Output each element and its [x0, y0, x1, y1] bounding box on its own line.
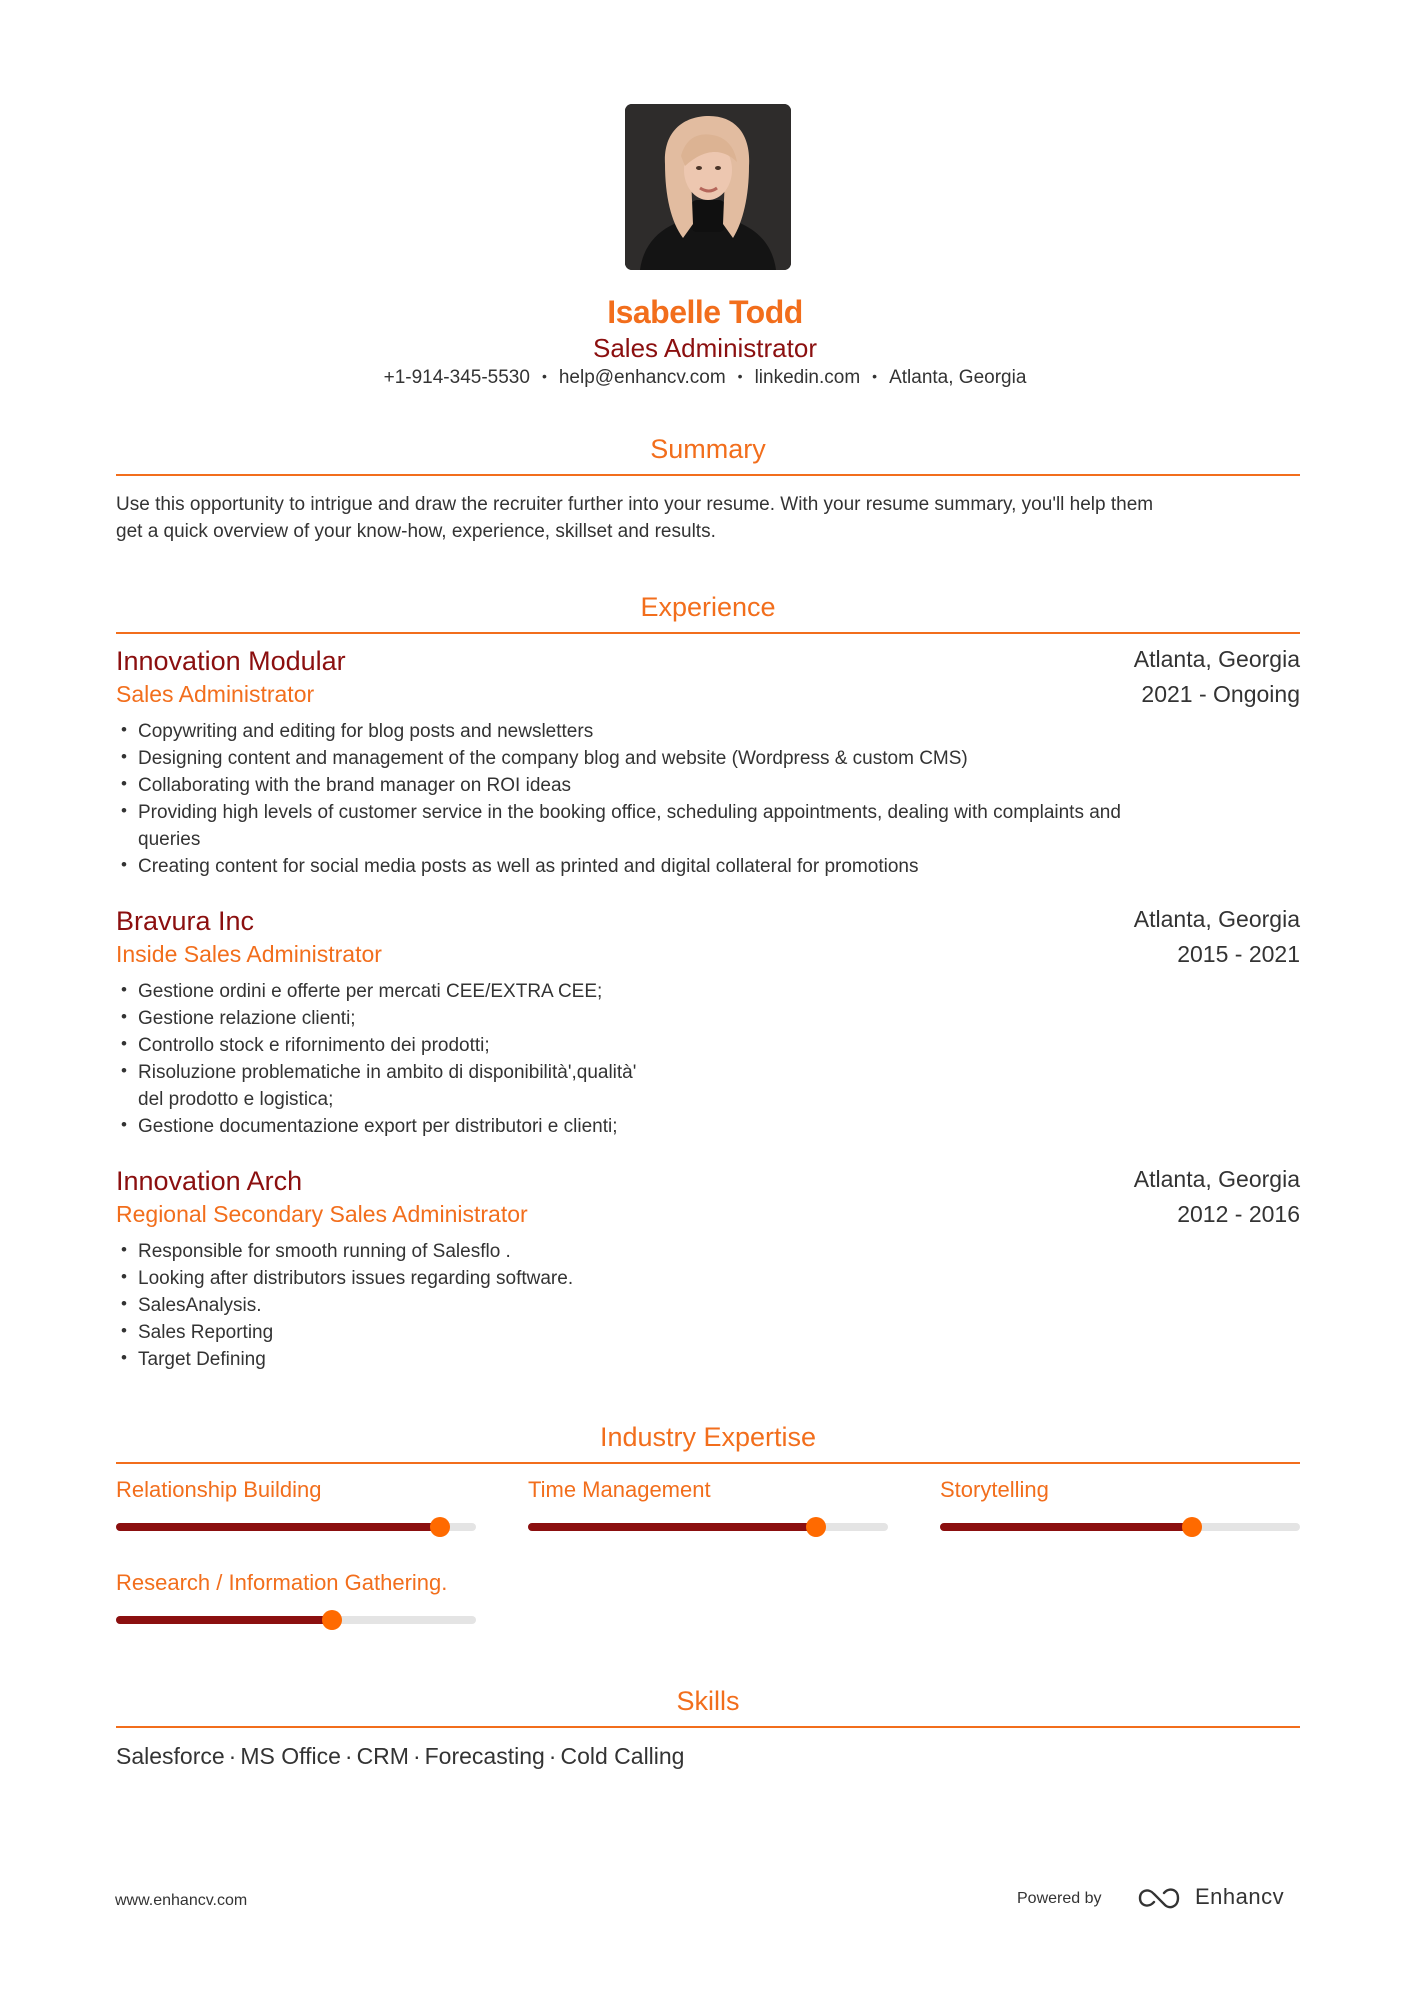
expertise-item — [116, 1477, 476, 1503]
candidate-title: Sales Administrator — [593, 333, 817, 363]
job-bullet: • Sales Reporting — [138, 1319, 1288, 1346]
job-location: Atlanta, Georgia — [1133, 906, 1300, 932]
job-dates: 2012 - 2016 — [1177, 1201, 1300, 1227]
job-bullet-continuation: del prodotto e logistica; — [138, 1089, 334, 1110]
expertise-label: Time Management — [528, 1477, 711, 1502]
job-bullet: • Controllo stock e rifornimento dei prodotti; — [138, 1032, 1288, 1059]
skill-item: Forecasting — [424, 1743, 545, 1769]
expertise-track — [940, 1523, 1300, 1531]
job-company: Innovation Arch — [116, 1166, 303, 1196]
expertise-item — [116, 1570, 476, 1596]
section-heading-skills: Skills — [676, 1686, 740, 1716]
skill-item: MS Office — [240, 1743, 341, 1769]
job-company: Bravura Inc — [116, 906, 255, 936]
section-heading-expertise: Industry Expertise — [599, 1422, 817, 1452]
job-location: Atlanta, Georgia — [1133, 646, 1300, 672]
job-bullets — [138, 718, 1288, 880]
skill-separator: · — [548, 1743, 557, 1769]
skill-separator: · — [228, 1743, 237, 1769]
experience-entry — [116, 646, 1300, 886]
footer-brand-name: Enhancv — [1195, 1884, 1285, 1909]
skill-item: Salesforce — [116, 1743, 225, 1769]
enhancv-logo-icon — [1137, 1885, 1181, 1911]
job-company: Innovation Modular — [116, 646, 346, 676]
expertise-fill — [116, 1523, 440, 1531]
expertise-item — [940, 1477, 1300, 1503]
job-bullet: • Looking after distributors issues regarding software. — [138, 1265, 1288, 1292]
experience-entry — [116, 906, 1300, 1146]
contact-separator: • — [541, 368, 547, 384]
job-bullet: • Designing content and management of the company blog and website (Wordpress & custom CMS) — [138, 745, 1288, 772]
job-bullet: • Gestione relazione clienti; — [138, 1005, 1288, 1032]
section-divider — [116, 1462, 1300, 1464]
job-bullets — [138, 978, 1288, 1140]
job-bullet-continuation: queries — [138, 829, 201, 850]
expertise-fill — [940, 1523, 1192, 1531]
job-bullet: • Risoluzione problematiche in ambito di disponibilità',qualità' — [138, 1059, 1288, 1086]
job-dates: 2021 - Ongoing — [1141, 681, 1300, 707]
job-bullet: • Target Defining — [138, 1346, 1288, 1373]
summary-line: get a quick overview of your know-how, experience, skillset and results. — [116, 521, 716, 542]
job-role: Sales Administrator — [116, 681, 315, 707]
job-bullets — [138, 1238, 1288, 1373]
job-bullet: • Providing high levels of customer service in the booking office, scheduling appointments, dealing with complaints and — [138, 799, 1288, 826]
skill-separator: · — [344, 1743, 353, 1769]
job-bullet: • Gestione documentazione export per distributori e clienti; — [138, 1113, 1288, 1140]
section-divider — [116, 632, 1300, 634]
expertise-track — [116, 1523, 476, 1531]
contact-separator: • — [872, 368, 878, 384]
section-divider — [116, 474, 1300, 476]
profile-photo — [625, 104, 791, 270]
contact-phone: +1-914-345-5530 — [383, 367, 530, 388]
skill-separator: · — [412, 1743, 421, 1769]
job-bullet: • Collaborating with the brand manager on ROI ideas — [138, 772, 1288, 799]
contact-line — [0, 367, 1410, 389]
expertise-label: Storytelling — [940, 1477, 1049, 1502]
job-role: Regional Secondary Sales Administrator — [116, 1201, 528, 1227]
job-bullet: • Responsible for smooth running of Salesflo . — [138, 1238, 1288, 1265]
contact-email[interactable]: help@enhancv.com — [558, 367, 726, 388]
contact-separator: • — [737, 368, 743, 384]
job-bullet: • Gestione ordini e offerte per mercati CEE/EXTRA CEE; — [138, 978, 1288, 1005]
footer-website-link[interactable]: www.enhancv.com — [115, 1892, 248, 1909]
expertise-track — [528, 1523, 888, 1531]
experience-entry — [116, 1166, 1300, 1386]
summary-line: Use this opportunity to intrigue and draw the recruiter further into your resume. With your resume summary, you'll help them — [116, 494, 1154, 515]
job-bullet: • Creating content for social media posts as well as printed and digital collateral for promotions — [138, 853, 1288, 880]
skill-item: Cold Calling — [560, 1743, 685, 1769]
expertise-knob — [322, 1610, 342, 1630]
job-location: Atlanta, Georgia — [1133, 1166, 1300, 1192]
expertise-label: Research / Information Gathering. — [116, 1570, 448, 1595]
candidate-name: Isabelle Todd — [607, 294, 803, 330]
expertise-track — [116, 1616, 476, 1624]
footer-powered-by: Powered by — [1017, 1890, 1102, 1907]
contact-location: Atlanta, Georgia — [889, 367, 1027, 388]
expertise-knob — [430, 1517, 450, 1537]
section-divider — [116, 1726, 1300, 1728]
expertise-knob — [1182, 1517, 1202, 1537]
contact-linkedin[interactable]: linkedin.com — [754, 367, 861, 388]
job-bullet: • SalesAnalysis. — [138, 1292, 1288, 1319]
expertise-fill — [116, 1616, 332, 1624]
summary-text — [116, 491, 1300, 545]
job-bullet: • Copywriting and editing for blog posts and newsletters — [138, 718, 1288, 745]
section-heading-experience: Experience — [640, 592, 776, 622]
expertise-item — [528, 1477, 888, 1503]
skill-item: CRM — [356, 1743, 409, 1769]
expertise-label: Relationship Building — [116, 1477, 322, 1502]
skills-list — [116, 1743, 684, 1770]
expertise-fill — [528, 1523, 816, 1531]
section-heading-summary: Summary — [650, 434, 766, 464]
expertise-knob — [806, 1517, 826, 1537]
job-role: Inside Sales Administrator — [116, 941, 382, 967]
job-dates: 2015 - 2021 — [1177, 941, 1300, 967]
